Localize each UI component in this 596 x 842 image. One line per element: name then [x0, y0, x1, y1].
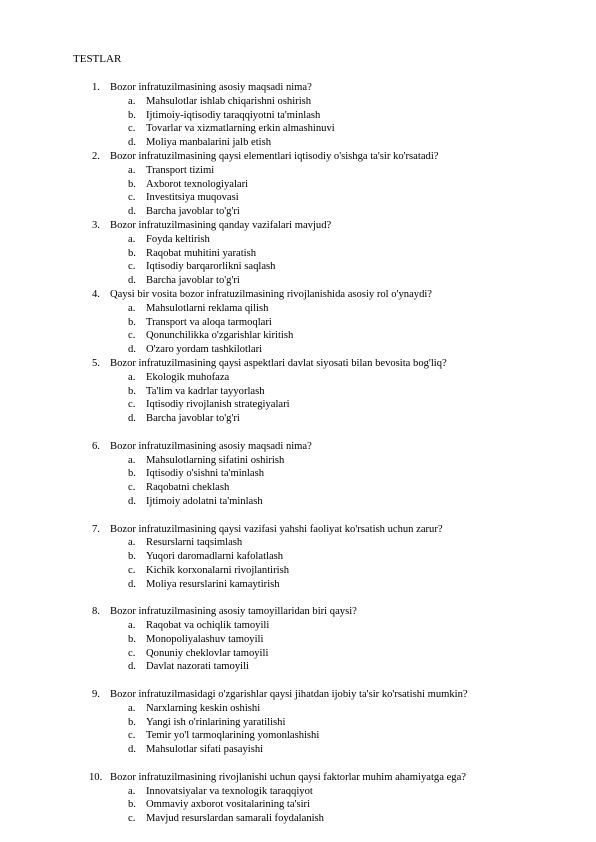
option-letter: c. — [128, 730, 136, 742]
answer-option — [0, 247, 596, 261]
option-text: Mahsulotlarni reklama qilish — [146, 302, 269, 314]
option-text: Qonunchilikka o'zgarishlar kiritish — [146, 330, 294, 342]
question-text: Bozor infratuzilmasining rivojlanishi uchun qaysi faktorlar muhim ahamiyatga ega? — [110, 771, 466, 783]
option-text: Barcha javoblar to'g'ri — [146, 275, 240, 287]
option-text: Temir yo'l tarmoqlarining yomonlashishi — [146, 730, 320, 742]
answer-option — [0, 812, 596, 826]
option-letter: a. — [128, 302, 136, 314]
answer-option — [0, 454, 596, 468]
answer-option — [0, 798, 596, 812]
option-letter: c. — [128, 123, 136, 135]
question-item — [0, 605, 596, 674]
question-number: 7. — [92, 523, 100, 535]
option-text: Mahsulotlar sifati pasayishi — [146, 744, 264, 756]
question-item — [0, 150, 596, 219]
question-number: 9. — [92, 689, 100, 701]
document-title: TESTLAR — [73, 53, 122, 65]
answer-option — [0, 233, 596, 247]
question-text: Bozor infratuzilmasining asosiy maqsadi nima? — [110, 82, 312, 93]
question-text: Bozor infratuzilmasining qaysi elementlari iqtisodiy o'sishga ta'sir ko'rsatadi? — [110, 150, 439, 162]
question-number: 5. — [92, 357, 100, 369]
question-number: 6. — [92, 440, 100, 452]
option-text: Foyda keltirish — [146, 233, 210, 245]
answer-option — [0, 716, 596, 730]
option-letter: c. — [128, 330, 136, 342]
question-text: Bozor infratuzilmasidagi o'zgarishlar qaysi jihatdan ijobiy ta'sir ko'rsatishi mumkin? — [110, 689, 468, 701]
answer-option — [0, 109, 596, 123]
option-letter: a. — [128, 537, 136, 549]
option-text: Ta'lim va kadrlar tayyorlash — [146, 385, 265, 397]
question-list — [0, 81, 596, 826]
option-letter: d. — [128, 413, 136, 425]
answer-option — [0, 564, 596, 578]
option-text: Qonuniy cheklovlar tamoyili — [146, 647, 269, 659]
answer-option — [0, 122, 596, 136]
answer-option — [0, 467, 596, 481]
option-letter: d. — [128, 661, 136, 673]
option-letter: a. — [128, 164, 136, 176]
option-letter: c. — [128, 192, 136, 204]
option-letter: d. — [128, 137, 136, 149]
option-letter: d. — [128, 495, 136, 507]
option-letter: c. — [128, 564, 136, 576]
answer-option — [0, 302, 596, 316]
option-letter: b. — [128, 178, 136, 190]
question-number: 4. — [92, 288, 100, 300]
option-text: Narxlarning keskin oshishi — [146, 702, 261, 714]
answer-option — [0, 385, 596, 399]
option-text: Iqtisodiy rivojlanish strategiyalari — [146, 399, 290, 411]
answer-option — [0, 619, 596, 633]
question-text: Bozor infratuzilmasining asosiy maqsadi nima? — [110, 440, 312, 452]
option-text: Yuqori daromadlarni kafolatlash — [146, 551, 284, 563]
question-number: 10. — [89, 771, 103, 783]
answer-option — [0, 647, 596, 661]
option-text: Iqtisodiy barqarorlikni saqlash — [146, 261, 276, 273]
question-number: 1. — [92, 82, 100, 93]
answer-option — [0, 164, 596, 178]
option-letter: a. — [128, 371, 136, 383]
question-text: Bozor infratuzilmasining qaysi vazifasi yahshi faoliyat ko'rsatish uchun zarur? — [110, 523, 443, 535]
option-text: Moliya resurslarini kamaytirish — [146, 578, 280, 590]
answer-option — [0, 329, 596, 343]
option-text: Monopoliyalashuv tamoyili — [146, 633, 264, 645]
option-text: O'zaro yordam tashkilotlari — [146, 344, 263, 356]
answer-option — [0, 495, 596, 509]
option-letter: a. — [128, 620, 136, 632]
answer-option — [0, 178, 596, 192]
option-text: Ekologik muhofaza — [146, 371, 230, 383]
question-number: 3. — [92, 219, 100, 231]
option-letter: d. — [128, 578, 136, 590]
option-text: Raqobat va ochiqlik tamoyili — [146, 620, 270, 632]
answer-option — [0, 702, 596, 716]
answer-option — [0, 316, 596, 330]
question-line — [0, 688, 596, 702]
option-letter: b. — [128, 316, 136, 328]
option-text: Axborot texnologiyalari — [146, 178, 249, 190]
option-letter: d. — [128, 206, 136, 218]
answer-option — [0, 260, 596, 274]
option-letter: b. — [128, 799, 136, 811]
question-item — [0, 81, 596, 150]
answer-option — [0, 398, 596, 412]
option-text: Raqobatni cheklash — [146, 482, 230, 494]
option-text: Moliya manbalarini jalb etish — [146, 137, 272, 149]
question-text: Bozor infratuzilmasining qanday vazifalari mavjud? — [110, 219, 332, 231]
answer-option — [0, 633, 596, 647]
answer-option — [0, 660, 596, 674]
option-letter: c. — [128, 813, 136, 825]
option-text: Iqtisodiy o'sishni ta'minlash — [146, 468, 264, 480]
answer-option — [0, 274, 596, 288]
option-letter: a. — [128, 454, 136, 466]
question-line — [0, 523, 596, 537]
answer-option — [0, 578, 596, 592]
option-letter: b. — [128, 633, 136, 645]
question-item — [0, 771, 596, 826]
question-item — [0, 688, 596, 757]
answer-option — [0, 536, 596, 550]
answer-option — [0, 191, 596, 205]
option-letter: b. — [128, 716, 136, 728]
question-line — [0, 219, 596, 233]
question-item — [0, 219, 596, 288]
option-text: Yangi ish o'rinlarining yaratilishi — [146, 716, 286, 728]
option-text: Innovatsiyalar va texnologik taraqqiyot — [146, 785, 313, 797]
question-text: Bozor infratuzilmasining qaysi aspektlari davlat siyosati bilan bevosita bog'liq? — [110, 357, 447, 369]
option-letter: d. — [128, 744, 136, 756]
option-letter: d. — [128, 275, 136, 287]
question-item — [0, 357, 596, 426]
option-letter: c. — [128, 261, 136, 273]
answer-option — [0, 136, 596, 150]
question-number: 2. — [92, 150, 100, 162]
option-letter: b. — [128, 247, 136, 259]
question-line — [0, 771, 596, 785]
option-letter: d. — [128, 344, 136, 356]
option-text: Transport tizimi — [146, 164, 215, 176]
option-text: Resurslarni taqsimlash — [146, 537, 243, 549]
option-letter: a. — [128, 233, 136, 245]
option-letter: a. — [128, 785, 136, 797]
option-letter: b. — [128, 468, 136, 480]
question-item — [0, 288, 596, 357]
option-text: Kichik korxonalarni rivojlantirish — [146, 564, 289, 576]
option-text: Ijtimoiy adolatni ta'minlash — [146, 495, 263, 507]
answer-option — [0, 343, 596, 357]
answer-option — [0, 371, 596, 385]
option-text: Investitsiya muqovasi — [146, 192, 239, 204]
question-text: Qaysi bir vosita bozor infratuzilmasining rivojlanishida asosiy rol o'ynaydi? — [110, 288, 433, 300]
option-text: Mahsulotlarning sifatini oshirish — [146, 454, 285, 466]
option-letter: a. — [128, 702, 136, 714]
option-text: Transport va aloqa tarmoqlari — [146, 316, 272, 328]
option-text: Davlat nazorati tamoyili — [146, 661, 249, 673]
question-text: Bozor infratuzilmasining asosiy tamoyillaridan biri qaysi? — [110, 606, 357, 618]
option-letter: b. — [128, 551, 136, 563]
question-line — [0, 288, 596, 302]
option-letter: b. — [128, 385, 136, 397]
option-text: Barcha javoblar to'g'ri — [146, 206, 240, 218]
option-text: Raqobat muhitini yaratish — [146, 247, 257, 259]
question-item — [0, 440, 596, 509]
answer-option — [0, 481, 596, 495]
option-letter: b. — [128, 109, 136, 121]
answer-option — [0, 729, 596, 743]
option-letter: c. — [128, 482, 136, 494]
answer-option — [0, 550, 596, 564]
answer-option — [0, 95, 596, 109]
question-line — [0, 150, 596, 164]
answer-option — [0, 412, 596, 426]
option-text: Mavjud resurslardan samarali foydalanish — [146, 813, 324, 825]
option-text: Barcha javoblar to'g'ri — [146, 413, 240, 425]
question-line — [0, 357, 596, 371]
option-letter: a. — [128, 95, 136, 107]
answer-option — [0, 785, 596, 799]
option-text: Ommaviy axborot vositalarining ta'siri — [146, 799, 311, 811]
option-text: Ijtimoiy-iqtisodiy taraqqiyotni ta'minlash — [146, 109, 321, 121]
option-text: Mahsulotlar ishlab chiqarishni oshirish — [146, 95, 312, 107]
answer-option — [0, 205, 596, 219]
question-item — [0, 523, 596, 592]
question-line — [0, 81, 596, 95]
question-line — [0, 605, 596, 619]
option-letter: c. — [128, 647, 136, 659]
option-text: Tovarlar va xizmatlarning erkin almashinuvi — [146, 123, 335, 135]
answer-option — [0, 743, 596, 757]
question-line — [0, 440, 596, 454]
question-number: 8. — [92, 606, 100, 618]
option-letter: c. — [128, 399, 136, 411]
